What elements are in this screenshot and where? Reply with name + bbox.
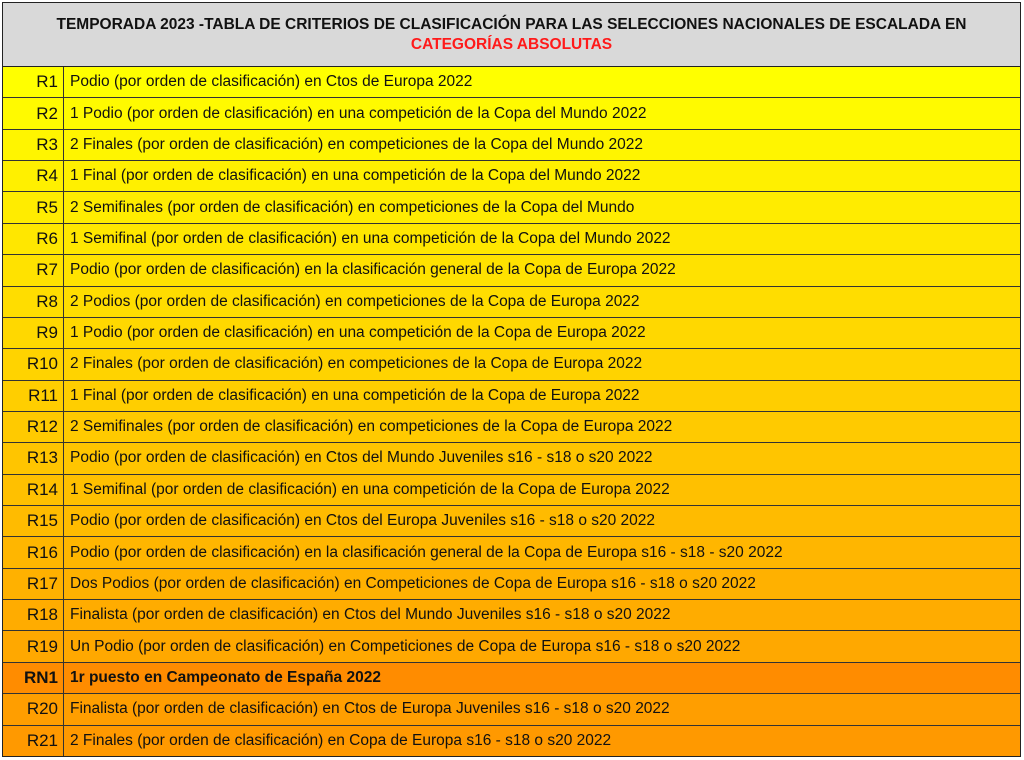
row-code: R19 — [3, 631, 64, 661]
row-code: R1 — [3, 67, 64, 97]
table-row — [3, 381, 1020, 412]
table-body — [3, 67, 1020, 756]
table-row — [3, 192, 1020, 223]
row-description: 2 Semifinales (por orden de clasificación) en competiciones de la Copa de Europa 2022 — [70, 418, 673, 436]
row-description: Finalista (por orden de clasificación) en Ctos de Europa Juveniles s16 - s18 o s20 2022 — [70, 700, 670, 718]
row-code: R14 — [3, 475, 64, 505]
row-description: 1 Podio (por orden de clasificación) en una competición de la Copa de Europa 2022 — [70, 324, 646, 342]
title-main: TEMPORADA 2023 -TABLA DE CRITERIOS DE CLASIFICACIÓN PARA LAS SELECCIONES NACIONALES DE ESCALADA EN — [56, 15, 967, 33]
table-row — [3, 130, 1020, 161]
row-code: R16 — [3, 537, 64, 567]
table-header — [3, 3, 1020, 67]
row-description: Podio (por orden de clasificación) en Ctos del Mundo Juveniles s16 - s18 o s20 2022 — [70, 449, 653, 467]
table-row — [3, 67, 1020, 98]
row-description: 2 Finales (por orden de clasificación) en competiciones de la Copa de Europa 2022 — [70, 355, 643, 373]
table-row — [3, 318, 1020, 349]
criteria-table — [2, 2, 1021, 757]
table-row — [3, 537, 1020, 568]
row-description: 1 Semifinal (por orden de clasificación) en una competición de la Copa de Europa 2022 — [70, 480, 670, 498]
table-row — [3, 506, 1020, 537]
row-description: 2 Podios (por orden de clasificación) en competiciones de la Copa de Europa 2022 — [70, 292, 640, 310]
row-description: Finalista (por orden de clasificación) en Ctos del Mundo Juveniles s16 - s18 o s20 2022 — [70, 606, 671, 624]
table-row — [3, 443, 1020, 474]
row-code: R4 — [3, 161, 64, 191]
row-code: R6 — [3, 224, 64, 254]
row-code: RN1 — [3, 663, 64, 693]
row-description: 2 Semifinales (por orden de clasificación) en competiciones de la Copa del Mundo — [70, 198, 635, 216]
row-code: R13 — [3, 443, 64, 473]
row-code: R10 — [3, 349, 64, 379]
row-description: Dos Podios (por orden de clasificación) en Competiciones de Copa de Europa s16 - s18 o s20 2022 — [70, 574, 756, 592]
table-row — [3, 694, 1020, 725]
table-row — [3, 349, 1020, 380]
row-description: 1 Podio (por orden de clasificación) en una competición de la Copa del Mundo 2022 — [70, 104, 647, 122]
table-row — [3, 726, 1020, 756]
table-row — [3, 475, 1020, 506]
table-row — [3, 161, 1020, 192]
row-code: R12 — [3, 412, 64, 442]
table-row — [3, 600, 1020, 631]
table-row — [3, 412, 1020, 443]
row-description: Un Podio (por orden de clasificación) en Competiciones de Copa de Europa s16 - s18 o s20 2022 — [70, 637, 741, 655]
row-description: 1 Final (por orden de clasificación) en una competición de la Copa del Mundo 2022 — [70, 167, 641, 185]
row-code: R17 — [3, 569, 64, 599]
row-code: R21 — [3, 726, 64, 756]
table-row — [3, 569, 1020, 600]
row-description: Podio (por orden de clasificación) en Ctos de Europa 2022 — [70, 73, 473, 91]
table-row — [3, 663, 1020, 694]
row-description: 2 Finales (por orden de clasificación) en Copa de Europa s16 - s18 o s20 2022 — [70, 731, 612, 749]
row-code: R3 — [3, 130, 64, 160]
row-description: Podio (por orden de clasificación) en Ctos del Europa Juveniles s16 - s18 o s20 2022 — [70, 512, 656, 530]
table-row — [3, 631, 1020, 662]
table-row — [3, 255, 1020, 286]
row-description: Podio (por orden de clasificación) en la clasificación general de la Copa de Europa 2022 — [70, 261, 676, 279]
title-accent: CATEGORÍAS ABSOLUTAS — [410, 35, 613, 53]
row-description: 2 Finales (por orden de clasificación) en competiciones de la Copa del Mundo 2022 — [70, 135, 643, 153]
row-description: Podio (por orden de clasificación) en la clasificación general de la Copa de Europa s16 - s18 - s20 2022 — [70, 543, 783, 561]
row-code: R9 — [3, 318, 64, 348]
table-row — [3, 224, 1020, 255]
row-code: R8 — [3, 287, 64, 317]
row-code: R5 — [3, 192, 64, 222]
row-code: R11 — [3, 381, 64, 411]
table-row — [3, 287, 1020, 318]
table-row — [3, 98, 1020, 129]
row-code: R18 — [3, 600, 64, 630]
row-description: 1 Final (por orden de clasificación) en una competición de la Copa de Europa 2022 — [70, 386, 640, 404]
row-code: R7 — [3, 255, 64, 285]
row-code: R20 — [3, 694, 64, 724]
table-title — [43, 15, 980, 55]
row-code: R15 — [3, 506, 64, 536]
row-description: 1r puesto en Campeonato de España 2022 — [70, 669, 381, 686]
row-code: R2 — [3, 98, 64, 128]
row-description: 1 Semifinal (por orden de clasificación) en una competición de la Copa del Mundo 2022 — [70, 229, 671, 247]
